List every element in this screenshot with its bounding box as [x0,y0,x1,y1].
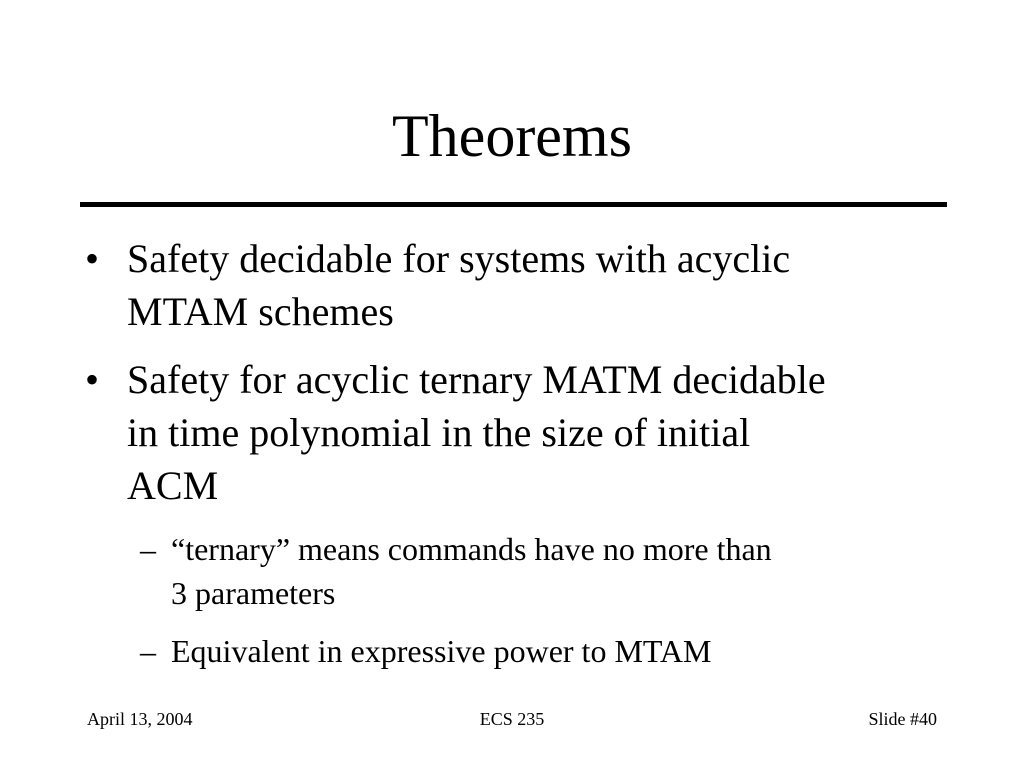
bullet-line: MTAM schemes [127,289,394,334]
sub-bullet-marker: – [140,531,156,567]
footer-slide-number: Slide #40 [868,709,937,729]
sub-bullet-text [171,629,961,673]
bullet-line: Safety for acyclic ternary MATM decidable [127,357,826,402]
sub-bullet-marker: – [140,633,156,669]
bullet-marker: • [85,357,100,402]
bullet-marker: • [85,236,100,281]
footer-date: April 13, 2004 [87,709,193,729]
sub-bullet-text [171,527,961,615]
title-divider [80,202,947,207]
bullet-text [127,232,967,338]
bullet-line: ACM [127,463,219,508]
bullet-line: in time polynomial in the size of initial [127,410,751,455]
footer-course: ECS 235 [479,709,545,729]
sub-bullet-line: “ternary” means commands have no more than [171,531,772,567]
bullet-line: Safety decidable for systems with acyclic [127,236,791,281]
slide-title: Theorems [392,103,632,169]
bullet-text [127,353,967,512]
sub-bullet-line: 3 parameters [171,575,336,611]
sub-bullet-line: Equivalent in expressive power to MTAM [171,633,712,669]
